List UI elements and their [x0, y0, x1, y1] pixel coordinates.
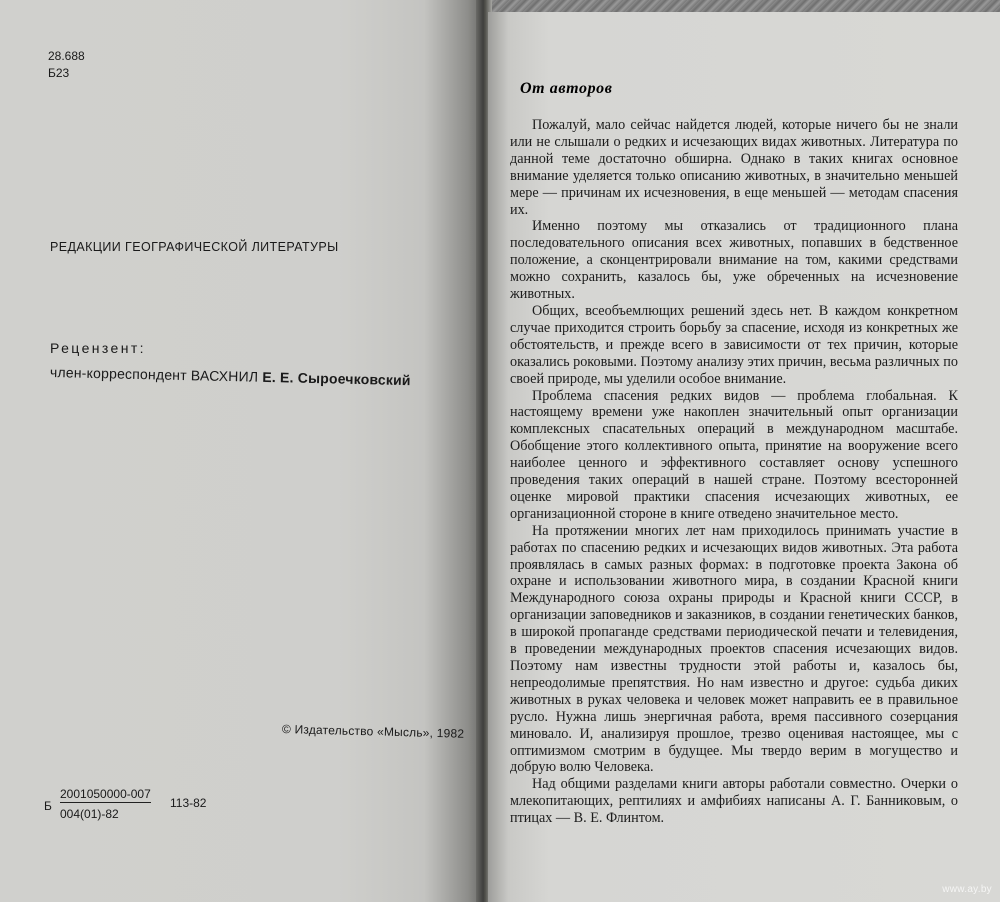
left-page — [0, 0, 482, 902]
copyright-notice: © Издательство «Мысль», 1982 — [281, 722, 465, 741]
paragraph: Проблема спасения редких видов — проблема глобальная. К настоящему времени уже накоплен значительный опыт организации комплексных спасательных операций в международном масштабе. Обобщение этого коллективного опыта, принятие на вооружение всего наиболее ценного и эффективного составляет основу успешного проведения таких операций в нашей стране. Поэтому всесторонней оценке мировой практики спасения исчезающих животных, ее организационной стороне в книге отведено значительное место. — [510, 387, 958, 522]
classmark-author-mark: Б23 — [48, 66, 70, 80]
site-watermark: www.ay.by — [942, 884, 992, 895]
page-title: От авторов — [520, 80, 613, 97]
reviewer-line — [50, 364, 411, 388]
reviewer-name: Е. Е. Сыроечковский — [262, 368, 411, 389]
index-tail: 113-82 — [170, 796, 207, 810]
foreword-body — [510, 117, 958, 827]
paragraph: На протяжении многих лет нам приходилось принимать участие в работах по спасению редких и исчезающих видов животных. Эта работа проявлялась в самых разных формах: в подготовке проекта Закона об охране и использовании животного мира, в создании Красной книги Международного союза охраны природы и Красной книги СССР, в организации заповедников и заказников, в создании генетических банков, в широкой пропаганде средствами периодической печати и телевидения, в проведении международных проектов спасения исчезающих видов. Поэтому нам известны трудности этой работы и, казалось бы, непреодолимые препятствия. Но нам известно и другое: судьба диких животных в руках человека и человек может направить ее в правильное русло. Нужна лишь энергичная работа, время пассивного созерцания миновало. И, анализируя прошлое, трезво оценивая настоящее, мы с оптимизмом смотрим в будущее. Мы твердо верим в могущество и добрую волю Человека. — [510, 522, 958, 776]
paragraph: Именно поэтому мы отказались от традиционного плана последовательного описания всех животных, попавших в бедственное положение, а сконцентрировали внимание на том, какими средствами можно сохранить, казалось бы, уже обреченных на исчезновение животных. — [510, 218, 958, 303]
index-denominator: 004(01)-82 — [60, 807, 119, 821]
index-letter: Б — [44, 799, 52, 813]
paragraph: Пожалуй, мало сейчас найдется людей, которые ничего бы не знали или не слышали о редких и исчезающих видах животных. Литература по данной теме достаточно обширна. Однако в таких книгах основное внимание уделяется только описанию животных, в значительно меньшей мере — причинам их исчезновения, в еще меньшей — методам спасения их. — [510, 117, 958, 218]
paragraph: Общих, всеобъемлющих решений здесь нет. В каждом конкретном случае приходится строить борьбу за спасение, исходя из конкретных же обстоятельств, и прежде всего в зависимости от тех причин, которые оказались роковыми. Поэтому анализу этих причин, весьма различных по своей природе, мы уделили особое внимание. — [510, 302, 958, 387]
classmark-code: 28.688 — [48, 49, 85, 63]
reviewer-label: Рецензент: — [50, 340, 146, 356]
index-numerator: 2001050000-007 — [60, 787, 151, 801]
library-classmark — [48, 48, 85, 82]
editorial-office: РЕДАКЦИИ ГЕОГРАФИЧЕСКОЙ ЛИТЕРАТУРЫ — [50, 240, 339, 254]
publication-index — [44, 787, 244, 827]
paragraph: Над общими разделами книги авторы работали совместно. Очерки о млекопитающих, рептилиях и амфибиях написаны А. Г. Банниковым, о птицах — В. Е. Флинтом. — [510, 776, 958, 827]
reviewer-title: член-корреспондент ВАСХНИЛ — [49, 364, 259, 385]
